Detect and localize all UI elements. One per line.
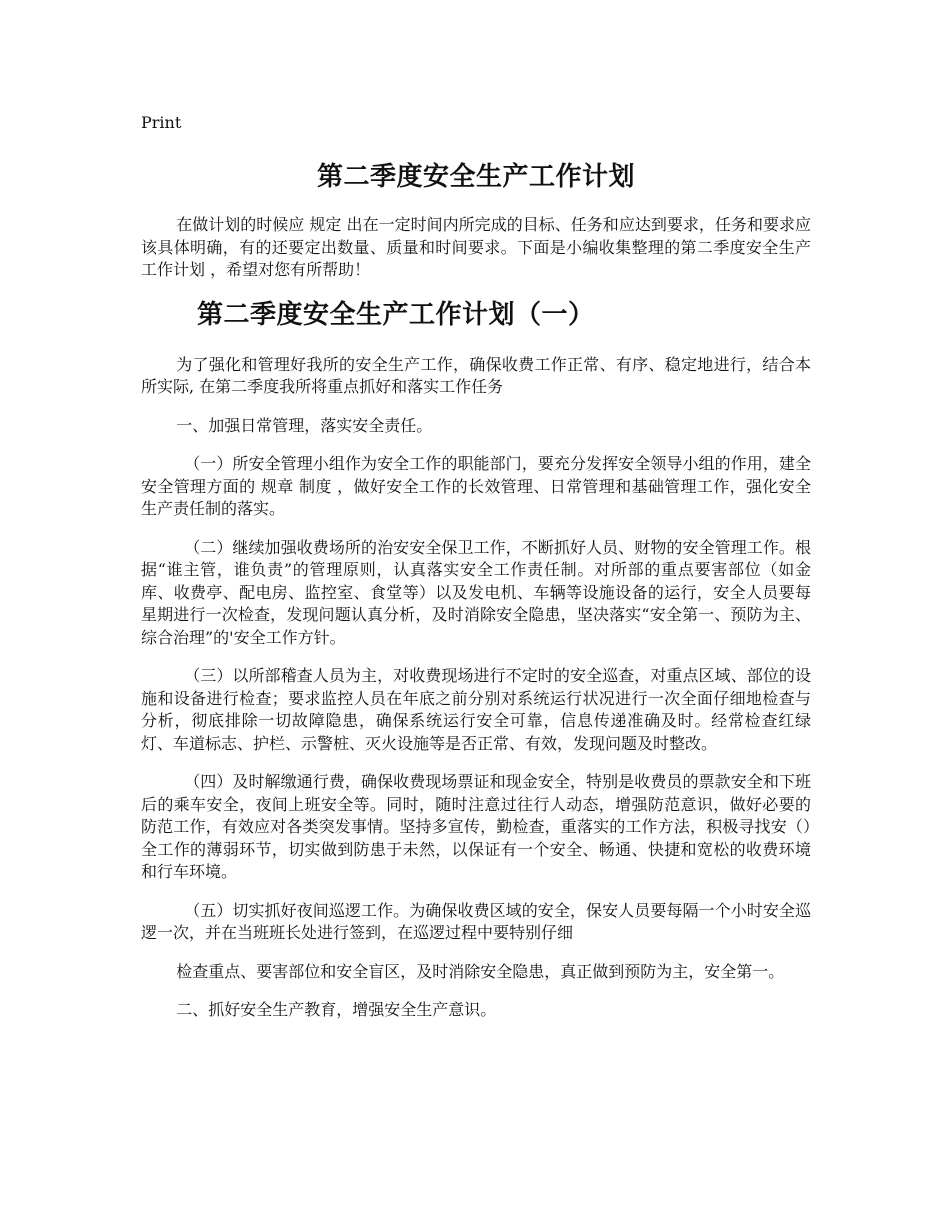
intro-paragraph: 在做计划的时候应 规定 出在一定时间内所完成的目标、任务和应达到要求，任务和要求应该具体明确，有的还要定出数量、质量和时间要求。下面是小编收集整理的第二季度安全生产 工作计划 ，希望对您有所帮助！ [141,215,811,279]
paragraph-sub-2: （二）继续加强收费场所的治安安全保卫工作，不断抓好人员、财物的安全管理工作。根据“谁主管，谁负责”的管理原则，认真落实安全工作责任制。对所部的重点要害部位（如金库、收费亭、配电房、监控室、食堂等）以及发电机、车辆等设施设备的运行，安全人员要每星期进行一次检查，发现问题认真分析，及时消除安全隐患，坚决落实“安全第一、预防为主、综合治理”的'安全工作方针。 [141,537,811,647]
paragraph-continuation: 检查重点、要害部位和安全盲区，及时消除安全隐患，真正做到预防为主，安全第一。 [176,961,785,981]
heading-item-2: 二、抓好安全生产教育，增强安全生产意识。 [176,1000,497,1019]
paragraph-sub-1: （一）所安全管理小组作为安全工作的职能部门，要充分发挥安全领导小组的作用，建全安全管理方面的 规章 制度 ，做好安全工作的长效管理、日常管理和基础管理工作，强化安全生产责任制的落实。 [141,454,811,518]
heading-item-1: 一、加强日常管理，落实安全责任。 [176,415,433,435]
paragraph-sub-3: （三）以所部稽查人员为主，对收费现场进行不定时的安全巡查，对重点区域、部位的设施和设备进行检查；要求监控人员在年底之前分别对系统运行状况进行一次全面仔细地检查与分析，彻底排除一切故障隐患，确保系统运行安全可靠，信息传递准确及时。经常检查红绿灯、车道标志、护栏、示警桩、灭火设施等是否正常、有效，发现问题及时整改。 [141,666,811,753]
document-title: 第二季度安全生产工作计划 [316,162,635,192]
paragraph-sub-4: （四）及时解缴通行费，确保收费现场票证和现金安全，特别是收费员的票款安全和下班后的乘车安全，夜间上班安全等。同时，随时注意过往行人动态，增强防范意识，做好必要的防范工作，有效应对各类突发事情。坚持多宣传，勤检查，重落实的工作方法，积极寻找安（）全工作的薄弱环节，切实做到防患于未然，以保证有一个安全、畅通、快捷和宽松的收费环境和行车环境。 [141,772,811,881]
print-label: Print [141,113,182,132]
document-page [141,112,811,1038]
section-title-1: 第二季度安全生产工作计划（一） [197,299,595,330]
paragraph-sub-5: （五）切实抓好夜间巡逻工作。为确保收费区域的安全，保安人员要每隔一个小时安全巡逻一次，并在当班班长处进行签到，在巡逻过程中要特别仔细 [141,900,811,942]
paragraph-opening: 为了强化和管理好我所的安全生产工作，确保收费工作正常、有序、稳定地进行，结合本所实际, 在第二季度我所将重点抓好和落实工作任务 [141,354,811,396]
